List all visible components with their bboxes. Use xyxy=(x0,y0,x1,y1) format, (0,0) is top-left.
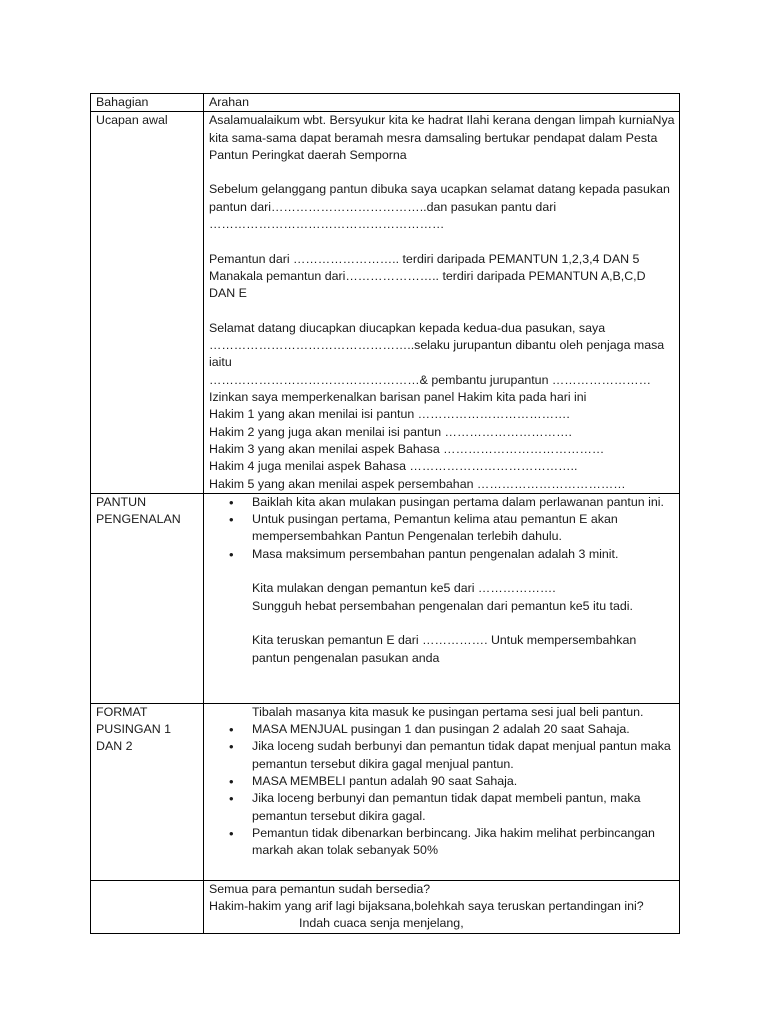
section-label-ucapan-awal xyxy=(91,112,204,494)
closing-line-2: Hakim-hakim yang arif lagi bijaksana,bolehkah saya teruskan pertandingan ini? xyxy=(209,899,644,914)
pengenalan-bullet-2: • Untuk pusingan pertama, Pemantun kelima atau pemantun E akan mempersembahkan Pantun Pengenalan terlebih dahulu. xyxy=(209,511,675,546)
format-bullet-list xyxy=(209,721,675,859)
ucapan-welcome-line-1: Selamat datang diucapkan diucapkan kepada kedua-dua pasukan, saya xyxy=(209,320,606,335)
format-label: FORMAT PUSINGAN 1 DAN 2 xyxy=(96,704,172,754)
ucapan-pemantun-line-2: Manakala pemantun dari………………….. terdiri daripada PEMANTUN A,B,C,D DAN E xyxy=(209,268,646,301)
table-row-format-pusingan xyxy=(91,703,680,880)
pengenalan-label-line-2: PENGENALAN xyxy=(96,512,181,527)
hakim-4-line: Hakim 4 juga menilai aspek Bahasa ………………………………….. xyxy=(209,459,578,474)
ucapan-paragraph-2: Sebelum gelanggang pantun dibuka saya ucapkan selamat datang kepada pasukan pantun dari………………………………..dan pasukan pantu dari ………………………………………………… xyxy=(209,182,670,232)
pengenalan-bullet-1: • Baiklah kita akan mulakan pusingan pertama dalam perlawanan pantun ini. xyxy=(209,494,675,511)
section-label-pantun-pengenalan xyxy=(91,493,204,703)
pengenalan-text-1: Kita mulakan dengan pemantun ke5 dari ………………. xyxy=(252,581,556,596)
hakim-5-line: Hakim 5 yang akan menilai aspek persembahan ……………………………… xyxy=(209,476,626,491)
table-row-ucapan-awal xyxy=(91,112,680,494)
pengenalan-label-line-1: PANTUN xyxy=(96,494,147,509)
section-label-closing xyxy=(91,880,204,933)
format-bullet-1: • MASA MENJUAL pusingan 1 dan pusingan 2 adalah 20 saat Sahaja. xyxy=(209,721,675,738)
format-bullet-5: • Pemantun tidak dibenarkan berbincang. Jika hakim melihat perbincangan markah akan tolak sebanyak 50% xyxy=(209,825,675,860)
pengenalan-text-2: Sungguh hebat persembahan pengenalan dari pemantun ke5 itu tadi. xyxy=(252,598,633,613)
table-row-pantun-pengenalan xyxy=(91,493,680,703)
hakim-1-line: Hakim 1 yang akan menilai isi pantun ………………………………. xyxy=(209,407,570,422)
section-body-pantun-pengenalan xyxy=(204,493,680,703)
hakim-3-line: Hakim 3 yang akan menilai aspek Bahasa ………………………………… xyxy=(209,441,605,456)
ucapan-label: Ucapan awal xyxy=(96,113,168,128)
ucapan-welcome-line-3: ……………………………………………& pembantu jurupantun …………………… xyxy=(209,372,652,387)
format-bullet-2: • Jika loceng sudah berbunyi dan pemantun tidak dapat menjual pantun maka pemantun tersebut dikira gagal menjual pantun. xyxy=(209,738,675,773)
section-body-closing xyxy=(204,880,680,933)
table-header-row xyxy=(91,94,680,112)
ucapan-welcome-line-4: Izinkan saya memperkenalkan barisan panel Hakim kita pada hari ini xyxy=(209,390,587,405)
ucapan-pemantun-line-1: Pemantun dari …………………….. terdiri daripada PEMANTUN 1,2,3,4 DAN 5 xyxy=(209,251,640,266)
closing-line-3: Indah cuaca senja menjelang, xyxy=(299,916,464,931)
section-label-format-pusingan xyxy=(91,703,204,880)
closing-line-1: Semua para pemantun sudah bersedia? xyxy=(209,881,431,896)
ucapan-paragraph-1: Asalamualaikum wbt. Bersyukur kita ke hadrat Ilahi kerana dengan limpah kurniaNya kita sama-sama dapat beramah mesra damsaling bertukar pendapat dalam Pesta Pantun Peringkat daerah Semporna xyxy=(209,113,675,162)
format-intro: Tibalah masanya kita masuk ke pusingan pertama sesi jual beli pantun. xyxy=(252,704,644,719)
section-body-format-pusingan xyxy=(204,703,680,880)
format-bullet-4: • Jika loceng berbunyi dan pemantun tidak dapat membeli pantun, maka pemantun tersebut dikira gagal. xyxy=(209,790,675,825)
script-table xyxy=(90,93,680,934)
header-arahan: Arahan xyxy=(204,94,680,112)
table-row-closing xyxy=(91,880,680,933)
section-body-ucapan-awal xyxy=(204,112,680,494)
hakim-2-line: Hakim 2 yang juga akan menilai isi pantun …………………………. xyxy=(209,424,572,439)
format-bullet-3: • MASA MEMBELI pantun adalah 90 saat Sahaja. xyxy=(209,773,675,790)
header-bahagian: Bahagian xyxy=(91,94,204,112)
pengenalan-text-3: Kita teruskan pemantun E dari ……………. Untuk mempersembahkan pantun pengenalan pasukan anda xyxy=(252,633,637,665)
ucapan-welcome-line-2: …………………………………………..selaku jurupantun dibantu oleh penjaga masa iaitu xyxy=(209,338,665,370)
pengenalan-bullet-3: • Masa maksimum persembahan pantun pengenalan adalah 3 minit. xyxy=(209,546,675,563)
pengenalan-bullet-list xyxy=(209,494,675,563)
